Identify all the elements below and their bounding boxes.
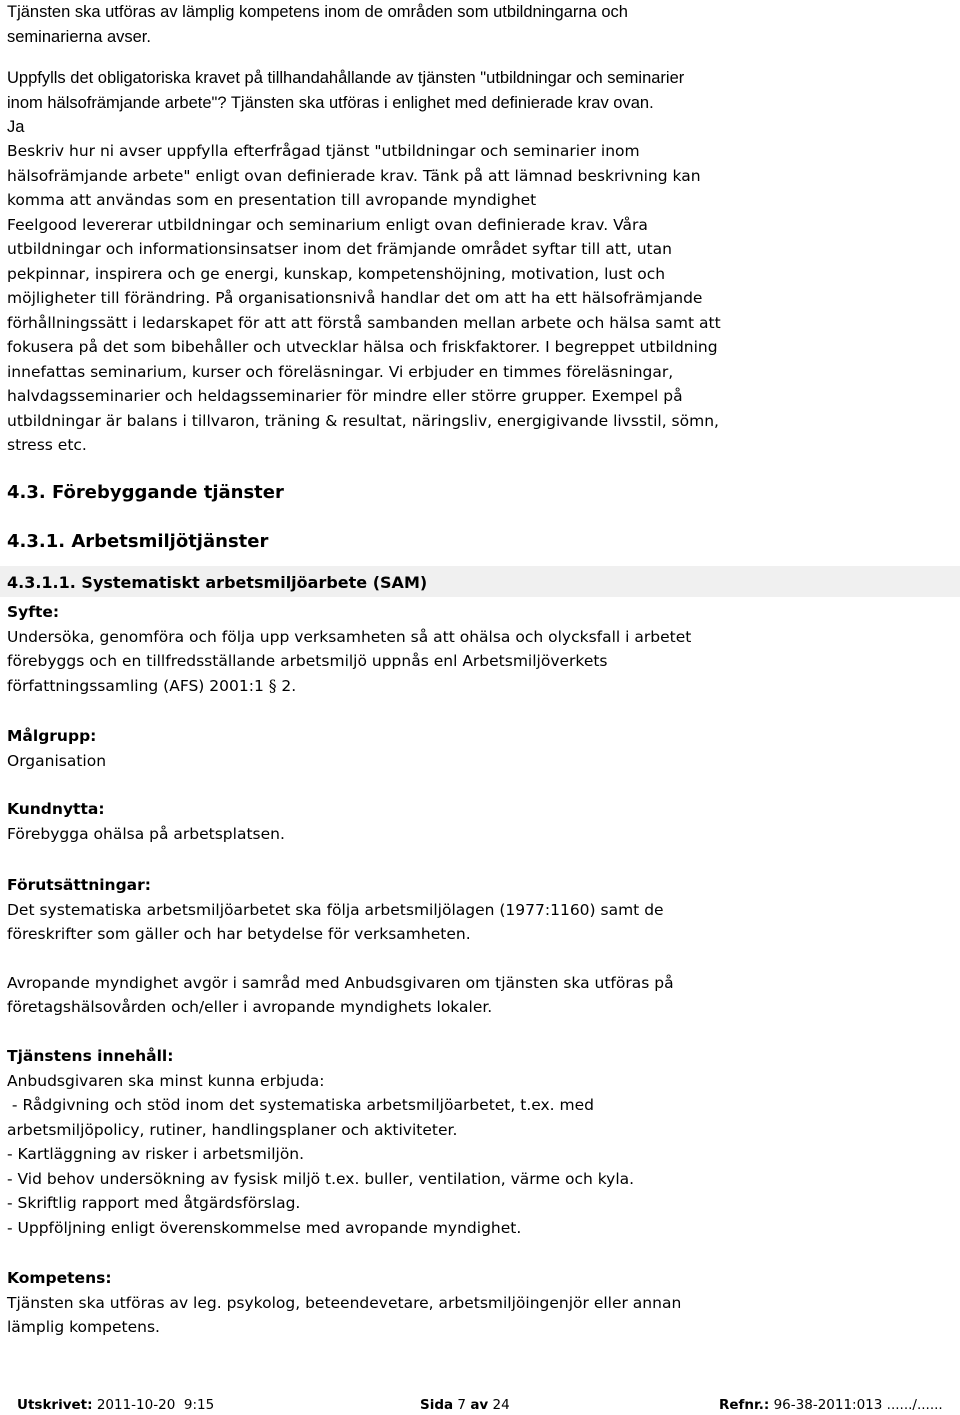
footer-ref-value: 96-38-2011:013 ....../......: [773, 1397, 943, 1413]
innehall-line: - Rådgivning och stöd inom det systematiska arbetsmiljöarbetet, t.ex. med: [7, 1096, 595, 1114]
innehall-line: arbetsmiljöpolicy, rutiner, handlingsplaner och aktiviteter.: [7, 1120, 458, 1139]
page-footer: [7, 1395, 952, 1415]
innehall-line: - Vid behov undersökning av fysisk miljö t.ex. buller, ventilation, värme och kyla.: [7, 1169, 635, 1188]
innehall-label: Tjänstens innehåll:: [7, 1047, 174, 1065]
malgrupp-section: [7, 724, 106, 773]
response-line: stress etc.: [7, 436, 87, 454]
request-text: [7, 139, 721, 458]
footer-page-label: Sida: [420, 1397, 454, 1413]
footer-page-of: av: [470, 1397, 489, 1413]
response-line: halvdagsseminarier och heldagsseminarier för mindre eller större grupper. Exempel på: [7, 387, 683, 405]
footer-page-total: 24: [492, 1397, 510, 1413]
forutsattningar-line: Det systematiska arbetsmiljöarbetet ska följa arbetsmiljölagen (1977:1160) samt de: [7, 900, 664, 919]
kompetens-line: Tjänsten ska utföras av leg. psykolog, beteendevetare, arbetsmiljöingenjör eller annan: [7, 1293, 682, 1312]
syfte-section: [7, 600, 691, 698]
footer-printed: [17, 1395, 214, 1415]
intro-text: [7, 0, 684, 140]
response-line: pekpinnar, inspirera och ge energi, kunskap, kompetenshöjning, motivation, lust och: [7, 264, 666, 283]
response-line: utbildningar och informationsinsatser inom det främjande området syftar till att, utan: [7, 240, 672, 258]
request-line: komma att användas som en presentation till avropande myndighet: [7, 191, 537, 209]
kundnytta-label: Kundnytta:: [7, 800, 105, 818]
malgrupp-label: Målgrupp:: [7, 727, 97, 745]
intro-line: inom hälsofrämjande arbete"? Tjänsten ska utföras i enlighet med definierade krav ovan.: [7, 93, 654, 112]
footer-page-number: [420, 1395, 510, 1415]
innehall-section: [7, 1044, 634, 1240]
kompetens-label: Kompetens:: [7, 1269, 112, 1287]
heading-4-3: 4.3. Förebyggande tjänster: [7, 482, 284, 503]
answer-text: Ja: [7, 118, 25, 136]
section-sign-icon: §: [268, 676, 277, 695]
footer-ref-label: Refnr.:: [719, 1397, 770, 1413]
syfte-line-text: författningssamling (AFS) 2001:1: [7, 676, 269, 695]
malgrupp-value: Organisation: [7, 751, 107, 770]
request-line: hälsofrämjande arbete" enligt ovan definierade krav. Tänk på att lämnad beskrivning kan: [7, 166, 701, 185]
footer-page-current: 7: [457, 1397, 467, 1413]
request-line: Beskriv hur ni avser uppfylla efterfrågad tjänst "utbildningar och seminarier inom: [7, 142, 640, 160]
response-line: utbildningar är balans i tillvaron, träning & resultat, näringsliv, energigivande livsstil, sömn,: [7, 411, 719, 430]
syfte-line-end: 2.: [276, 676, 297, 695]
heading-4-3-1-1: 4.3.1.1. Systematiskt arbetsmiljöarbete (SAM): [7, 573, 428, 592]
forutsattningar-section: [7, 873, 674, 1020]
response-line: möjligheter till förändring. På organisationsnivå handlar det om att ha ett hälsofrämjande: [7, 289, 703, 307]
response-line: förhållningssätt i ledarskapet för att att förstå sambanden mellan arbete och hälsa samt att: [7, 313, 721, 332]
syfte-line: förebyggs och en tillfredsställande arbetsmiljö uppnås enl Arbetsmiljöverkets: [7, 652, 608, 670]
response-line: innefattas seminarium, kurser och föreläsningar. Vi erbjuder en timmes föreläsningar,: [7, 362, 674, 381]
syfte-label: Syfte:: [7, 603, 60, 621]
innehall-line: - Skriftlig rapport med åtgärdsförslag.: [7, 1194, 301, 1212]
intro-line: Uppfylls det obligatoriska kravet på tillhandahållande av tjänsten "utbildningar och seminarier: [7, 69, 685, 87]
innehall-line: Anbudsgivaren ska minst kunna erbjuda:: [7, 1071, 325, 1090]
forutsattningar-line: företagshälsovården och/eller i avropande myndighets lokaler.: [7, 998, 493, 1016]
intro-line: seminarierna avser.: [7, 27, 151, 46]
forutsattningar-line: Avropande myndighet avgör i samråd med Anbudsgivaren om tjänsten ska utföras på: [7, 973, 674, 992]
syfte-line: Undersöka, genomföra och följa upp verksamheten så att ohälsa och olycksfall i arbetet: [7, 627, 692, 646]
kundnytta-section: [7, 797, 285, 846]
footer-printed-label: Utskrivet:: [17, 1397, 93, 1413]
forutsattningar-label: Förutsättningar:: [7, 876, 151, 894]
footer-reference: [719, 1395, 943, 1415]
footer-printed-value: 2011-10-20 9:15: [96, 1397, 215, 1413]
forutsattningar-line: föreskrifter som gäller och har betydelse för verksamheten.: [7, 925, 471, 943]
response-line: Feelgood levererar utbildningar och seminarium enligt ovan definierade krav. Våra: [7, 215, 648, 234]
response-line: fokusera på det som bibehåller och utvecklar hälsa och friskfaktorer. I begreppet utbildning: [7, 338, 718, 356]
syfte-line: [7, 674, 691, 699]
kompetens-section: [7, 1266, 681, 1340]
innehall-line: - Uppföljning enligt överenskommelse med avropande myndighet.: [7, 1218, 522, 1237]
heading-4-3-1: 4.3.1. Arbetsmiljötjänster: [7, 531, 269, 552]
innehall-line: - Kartläggning av risker i arbetsmiljön.: [7, 1145, 305, 1163]
kompetens-line: lämplig kompetens.: [7, 1318, 160, 1336]
kundnytta-value: Förebygga ohälsa på arbetsplatsen.: [7, 824, 285, 843]
intro-line: Tjänsten ska utföras av lämplig kompetens inom de områden som utbildningarna och: [7, 3, 628, 21]
